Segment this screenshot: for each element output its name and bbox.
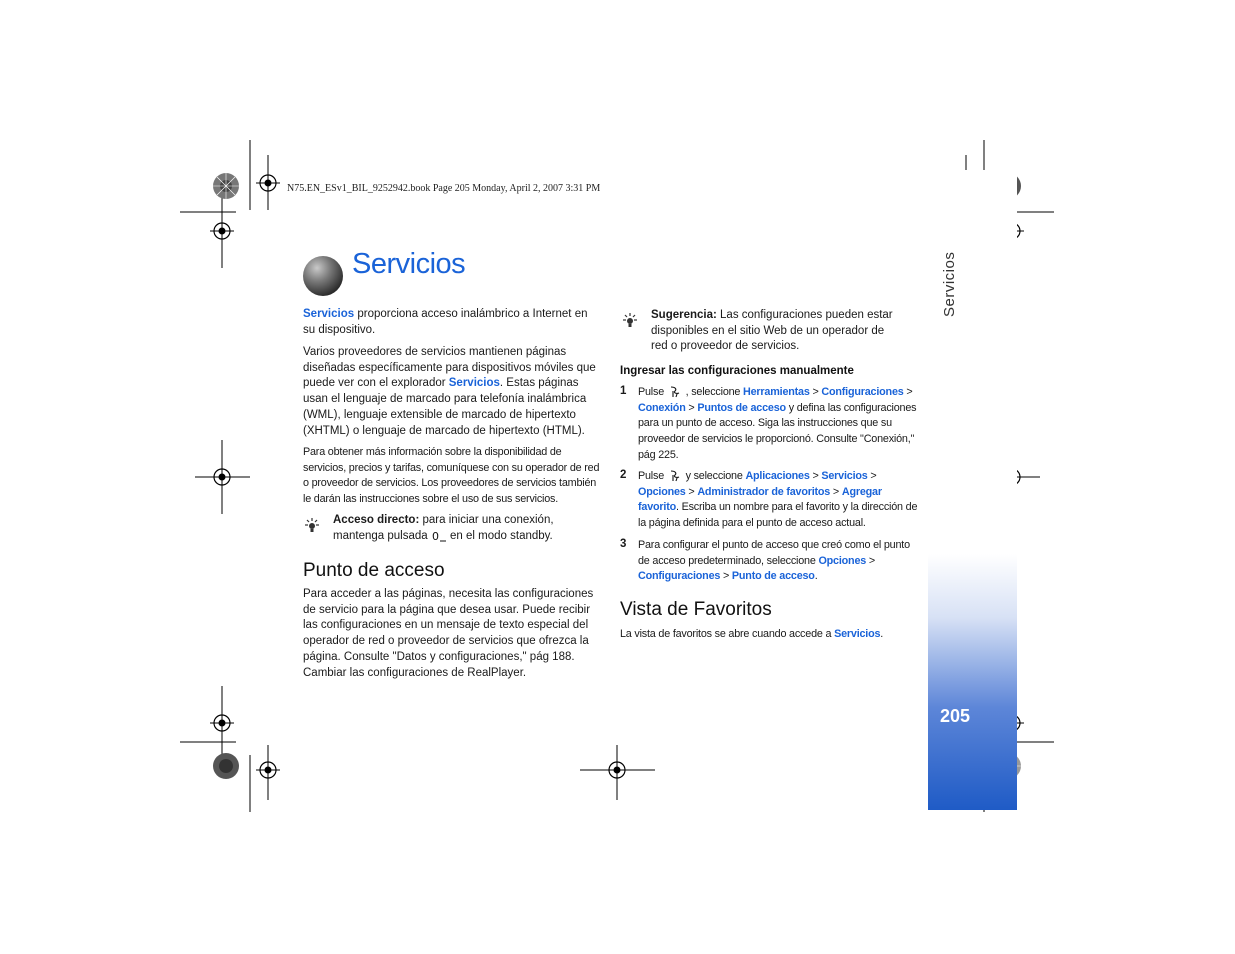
section-heading-vista-de-favoritos: Vista de Favoritos <box>620 599 772 620</box>
section-heading-punto-de-acceso: Punto de acceso <box>303 560 445 581</box>
access-point-paragraph: Para acceder a las páginas, necesita las configuraciones de servicio para la página que desea usar. Puede recibir las configuraciones en un mensaje de texto especial del operador de red o proveedor de servicios que ofrezca la página. Consulte "Datos y configuraciones," pág 188. Cambiar las configuraciones de RealPlayer. <box>303 588 594 679</box>
step-3: Para configurar el punto de acceso que creó como el punto de acceso predeterminado, seleccione Opciones > Configuraciones > Punto de acceso. <box>638 539 910 583</box>
configuraciones-link[interactable]: Configuraciones <box>638 570 721 583</box>
page-number: 205 <box>940 706 971 726</box>
servicios-link[interactable]: Servicios <box>834 628 881 640</box>
conexion-link[interactable]: Conexión <box>638 401 686 414</box>
step-2: Pulse y seleccione Aplicaciones > Servicios > Opciones > Administrador de favoritos > Agregar favorito. Escriba un nombre para el favorito y la dirección de la página definida para el punto de acceso actual. <box>638 470 918 530</box>
zero-key-icon <box>431 530 447 542</box>
step-number: 1 <box>620 385 627 397</box>
providers-paragraph: Varios proveedores de servicios mantienen páginas diseñadas específicamente para dispositivos móviles que puede ver con el explorador Servicios. Estas páginas usan el lenguaje de marcado para telefonía inalámbrica (WML), lenguaje extensible de marcado de hipertexto (XHTML) o lenguaje de marcado de hipertexto (HTML). <box>303 346 596 437</box>
intro-paragraph: Servicios proporciona acceso inalámbrico a Internet en su dispositivo. <box>303 308 588 336</box>
svg-text:0: 0 <box>431 529 439 542</box>
settings-tip: Sugerencia: Las configuraciones pueden estar disponibles en el sitio Web de un operador de red o proveedor de servicios. <box>651 309 893 353</box>
globe-icon <box>303 256 343 296</box>
print-header: N75.EN_ESv1_BIL_9252942.book Page 205 Monday, April 2, 2007 3:31 PM <box>287 183 601 194</box>
step-number: 3 <box>620 538 627 550</box>
administrador-de-favoritos-link[interactable]: Administrador de favoritos <box>697 485 831 498</box>
servicios-link[interactable]: Servicios <box>821 470 868 482</box>
herramientas-link[interactable]: Herramientas <box>743 386 810 398</box>
availability-paragraph: Para obtener más información sobre la disponibilidad de servicios, precios y tarifas, comuníquese con su operador de red o proveedor de servicios. Los proveedores de servicios también le darán las instrucciones sobre el uso de sus servicios. <box>303 446 600 506</box>
servicios-link[interactable]: Servicios <box>303 308 355 320</box>
opciones-link[interactable]: Opciones <box>818 554 867 567</box>
chapter-title: Servicios <box>352 248 466 280</box>
tip-bulb-icon <box>623 313 637 327</box>
tip-bulb-icon <box>305 518 319 532</box>
step-number: 2 <box>620 469 627 481</box>
agregar-favorito-link[interactable]: Agregar favorito <box>638 485 882 514</box>
menu-key-icon <box>667 470 683 482</box>
favorites-paragraph: La vista de favoritos se abre cuando accede a Servicios. <box>620 628 884 640</box>
sidebar-section-title: Servicios <box>941 251 958 317</box>
shortcut-tip: Acceso directo: para iniciar una conexión, mantenga pulsada 0 en el modo standby. <box>333 514 554 542</box>
punto-de-acceso-link[interactable]: Punto de acceso <box>731 570 815 583</box>
subheading-manual-settings: Ingresar las configuraciones manualmente <box>620 365 854 377</box>
step-1: Pulse , seleccione Herramientas > Configuraciones > Conexión > Puntos de acceso y defina las configuraciones para un punto de acceso. Siga las instrucciones que su proveedor de servicios le proporcionó. Consulte "Conexión," pág 225. <box>638 386 917 461</box>
menu-key-icon <box>667 386 683 398</box>
aplicaciones-link[interactable]: Aplicaciones <box>745 470 810 482</box>
configuraciones-link[interactable]: Configuraciones <box>821 386 904 398</box>
servicios-link[interactable]: Servicios <box>448 377 500 390</box>
puntos-de-acceso-link[interactable]: Puntos de acceso <box>697 401 786 414</box>
opciones-link[interactable]: Opciones <box>638 485 686 498</box>
